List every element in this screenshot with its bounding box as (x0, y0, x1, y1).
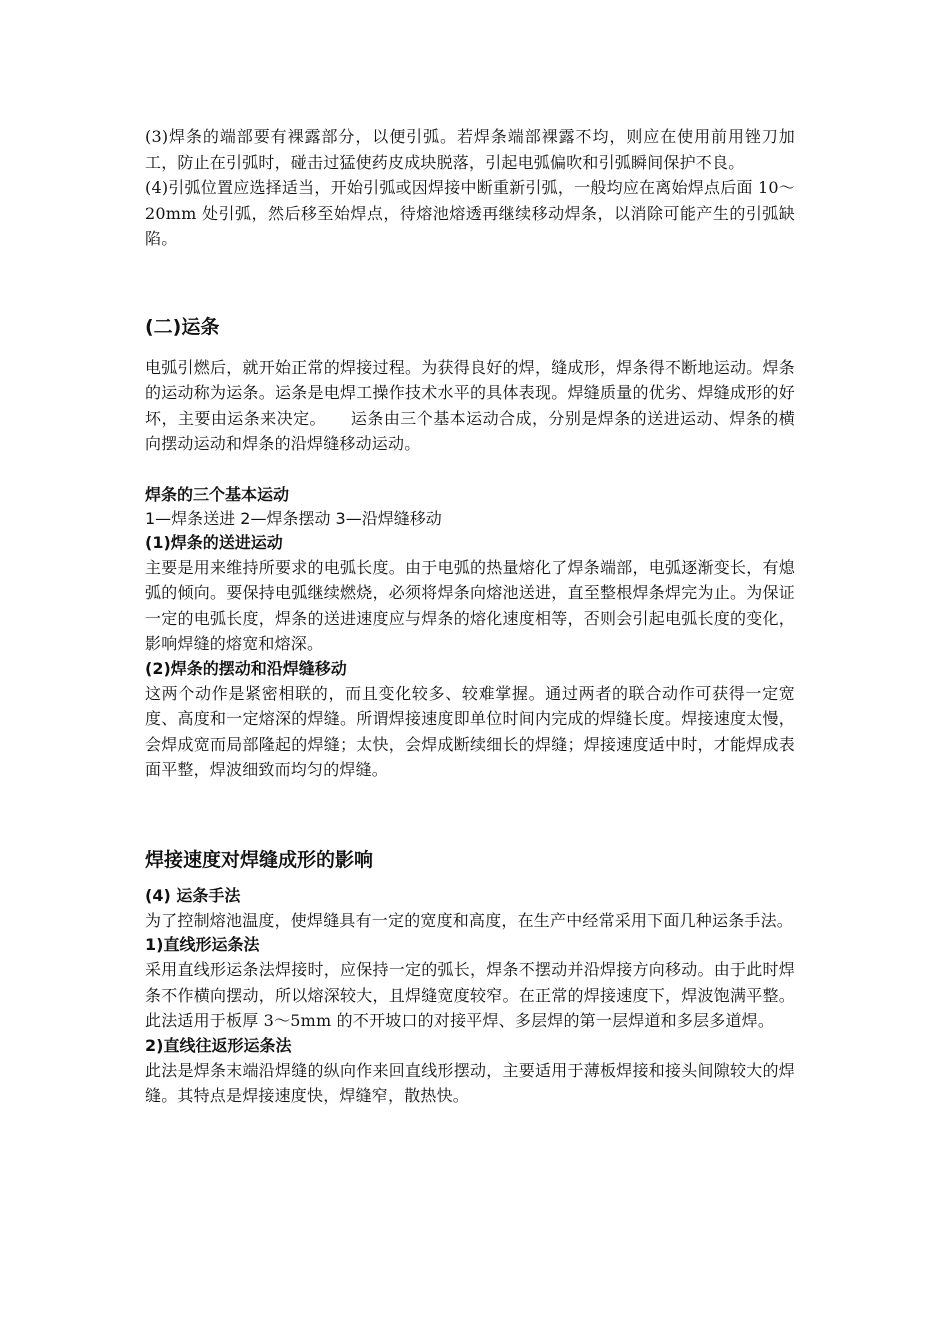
figure-legend: 1—焊条送进 2—焊条摆动 3—沿焊缝移动 (145, 508, 442, 528)
document-page (145, 124, 795, 1109)
spacer (145, 457, 795, 483)
section-title-rod-manipulation: (二)运条 (145, 315, 220, 338)
paragraph-techniques: 为了控制熔池温度，使焊缝具有一定的宽度和高度，在生产中经常采用下面几种运条手法。 (145, 910, 794, 930)
section-title-speed-effect: 焊接速度对焊缝成形的影响 (145, 848, 374, 871)
subheading-swing-and-travel: (2)焊条的摆动和沿焊缝移动 (145, 658, 347, 678)
figure-caption: 焊条的三个基本运动 (145, 484, 290, 504)
paragraph-swing-and-travel: 这两个动作是紧密相联的，而且变化较多、较难掌握。通过两者的联合动作可获得一定宽度、高度和一定熔深的焊缝。所谓焊接速度即单位时间内完成的焊缝长度。焊接速度太慢，会焊成宽而局部隆起的焊缝；太快，会焊成断续细长的焊缝；焊接速度适中时，才能焊成表面平整，焊波细致而均匀的焊缝。 (145, 683, 795, 779)
paragraph-straight-return-method: 此法是焊条末端沿焊缝的纵向作来回直线形摆动，主要适用于薄板焊接和接头间隙较大的焊缝。其特点是焊接速度快，焊缝窄，散热快。 (145, 1060, 795, 1105)
paragraph-arc-electrode-tip: (3)焊条的端部要有裸露部分，以便引弧。若焊条端部裸露不均，则应在使用前用锉刀加工，防止在引弧时，碰击过猛使药皮成块脱落，引起电弧偏吹和引弧瞬间保护不良。 (145, 127, 795, 172)
subheading-techniques: (4) 运条手法 (145, 885, 241, 905)
spacer (145, 252, 795, 312)
paragraph-rod-manipulation-intro: 电弧引燃后，就开始正常的焊接过程。为获得良好的焊，缝成形，焊条得不断地运动。焊条的运动称为运条。运条是电焊工操作技术水平的具体表现。焊缝质量的优劣、焊缝成形的好坏，主要由运条来决定。 运条由三个基本运动合成，分别是焊条的送进运动、焊条的横向摆动运动和焊条的沿焊缝移动运动。 (145, 357, 795, 453)
subheading-straight-method: 1)直线形运条法 (145, 935, 260, 954)
subheading-straight-return-method: 2)直线往返形运条法 (145, 1035, 292, 1055)
spacer (145, 783, 795, 845)
subheading-feed-motion: (1)焊条的送进运动 (145, 532, 283, 552)
spacer (145, 339, 795, 355)
paragraph-arc-position: (4)引弧位置应选择适当，开始引弧或因焊接中断重新引弧，一般均应在离始焊点后面 10～20mm 处引弧，然后移至始焊点，待熔池熔透再继续移动焊条，以消除可能产生的引弧缺陷。 (145, 178, 795, 248)
paragraph-feed-motion: 主要是用来维持所要求的电弧长度。由于电弧的热量熔化了焊条端部，电弧逐渐变长，有熄弧的倾向。要保持电弧继续燃烧，必须将焊条向熔池送进，直至整根焊条焊完为止。为保证一定的电弧长度，焊条的送进速度应与焊条的熔化速度相等，否则会引起电弧长度的变化，影响焊缝的熔宽和熔深。 (145, 557, 795, 653)
spacer (145, 872, 795, 884)
paragraph-straight-method: 采用直线形运条法焊接时，应保持一定的弧长，焊条不摆动并沿焊接方向移动。由于此时焊条不作横向摆动，所以熔深较大，且焊缝宽度较窄。在正常的焊接速度下，焊波饱满平整。此法适用于板厚 3～5mm 的不开坡口的对接平焊、多层焊的第一层焊道和多层多道焊。 (145, 960, 795, 1030)
